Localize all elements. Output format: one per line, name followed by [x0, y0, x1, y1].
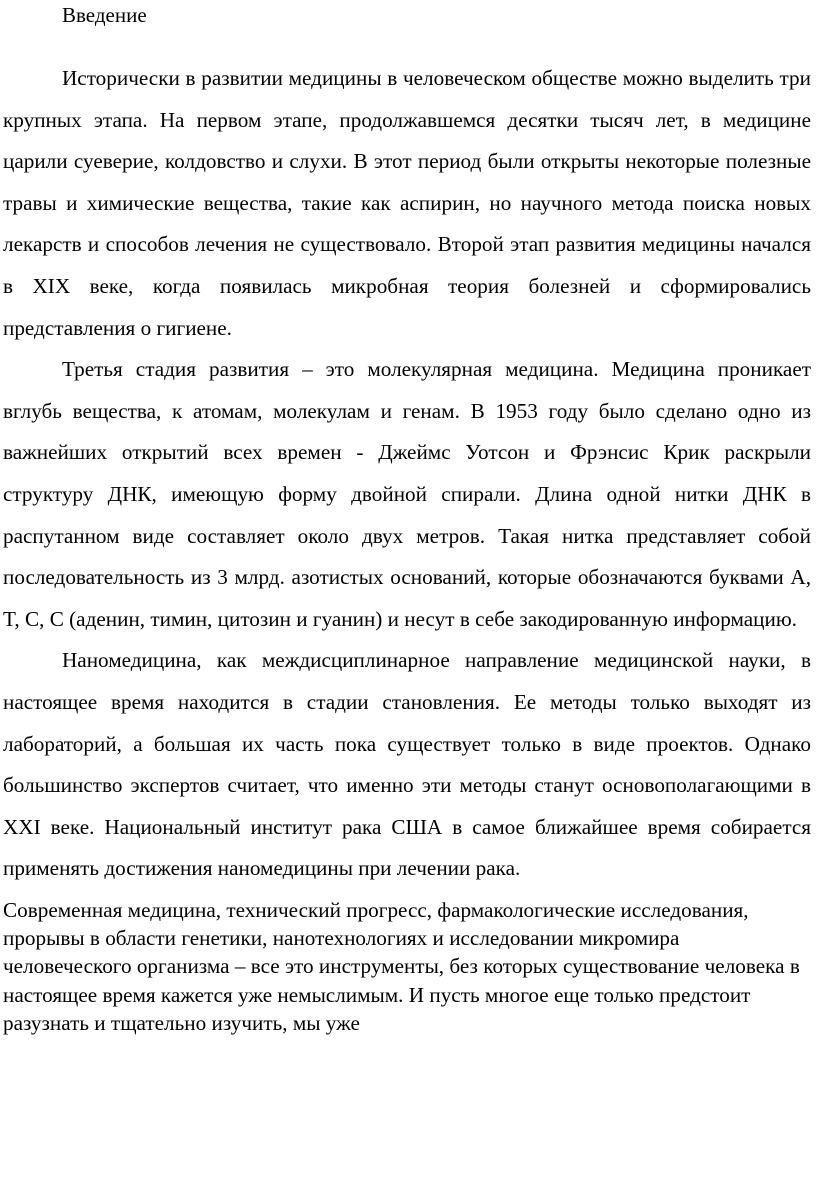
paragraph-nanomedicine: Наномедицина, как междисциплинарное направление медицинской науки, в настоящее время находится в стадии становления. Ее методы только выходят из лабораторий, а большая их часть пока существует только в виде проектов. Однако большинство экспертов считает, что именно эти методы станут основополагающими в XXI веке. Национальный институт рака США в самое ближайшее время собирается применять достижения наномедицины при лечении рака. [3, 648, 811, 881]
paragraph-molecular-medicine: Третья стадия развития – это молекулярная медицина. Медицина проникает вглубь вещества, к атомам, молекулам и генам. В 1953 году было сделано одно из важнейших открытий всех времен - Джеймс Уотсон и Фрэнсис Крик раскрыли структуру ДНК, имеющую форму двойной спирали. Длина одной нитки ДНК в распутанном виде составляет около двух метров. Такая нитка представляет собой последовательность из 3 млрд. азотистых оснований, которые обозначаются буквами A, T, C, C (аденин, тимин, цитозин и гуанин) и несут в себе закодированную информацию. [3, 357, 811, 631]
document-heading: Введение [62, 3, 147, 27]
paragraph-history: Исторически в развитии медицины в человеческом обществе можно выделить три крупных этапа. На первом этапе, продолжавшемся десятки тысяч лет, в медицине царили суеверие, колдовство и слухи. В этот период были открыты некоторые полезные травы и химические вещества, такие как аспирин, но научного метода поиска новых лекарств и способов лечения не существовало. Второй этап развития медицины начался в XIX веке, когда появилась микробная теория болезней и сформировались представления о гигиене. [3, 66, 811, 340]
paragraph-modern-medicine: Современная медицина, технический прогресс, фармакологические исследования, прорывы в области генетики, нанотехнологиях и исследовании микромира человеческого организма – все это инструменты, без которых существование человека в настоящее время кажется уже немыслимым. И пусть многое еще только предстоит разузнать и тщательно изучить, мы уже [3, 897, 800, 1036]
